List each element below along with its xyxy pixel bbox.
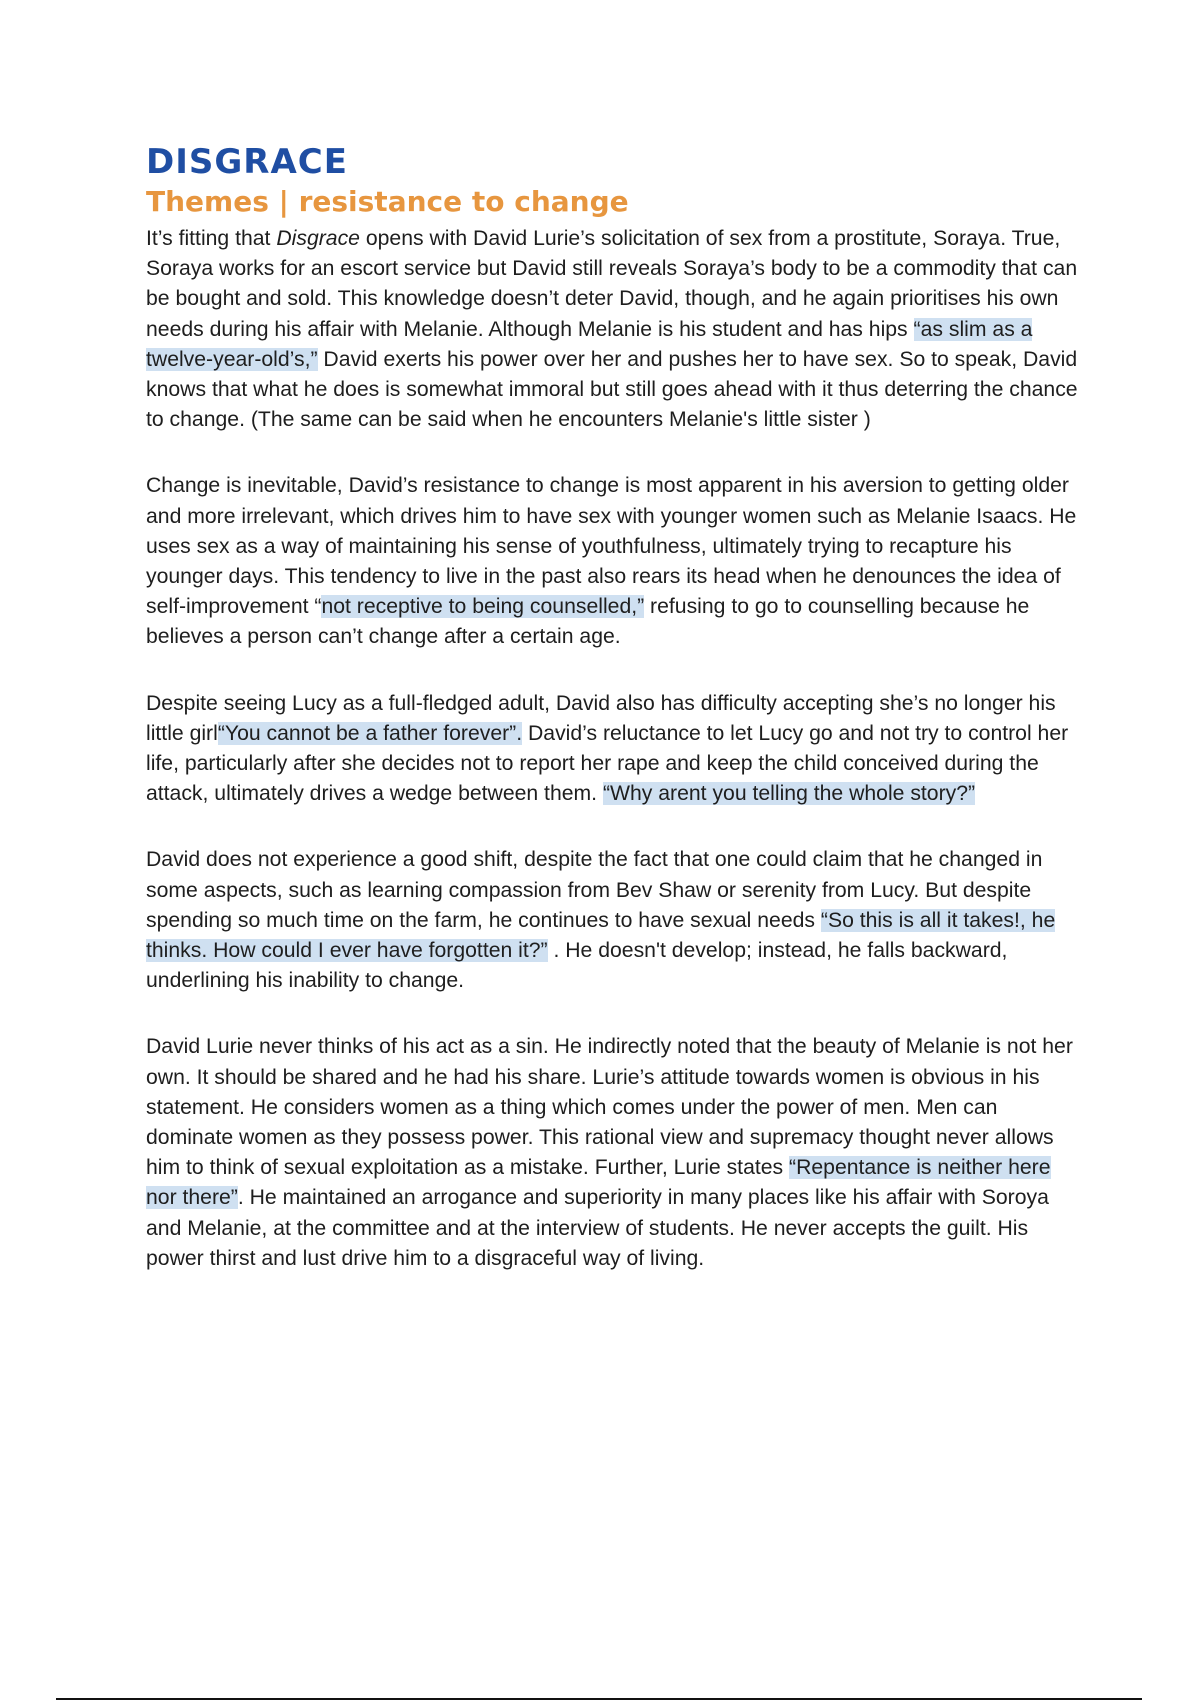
text-run: Change is inevitable, David’s resistance to change is most apparent in his aversion to getting older and more irrelevant, which drives him to have sex with younger women such as Melanie Isaacs. He uses sex as a way of maintaining his sense of youthfulness, ultimately trying to recapture his younger days. This tendency to live in the past also rears its head when he denounces the idea of self-improvement “ — [146, 474, 1077, 619]
text-run: . He doesn't develop; instead, he falls backward, underlining his inability to change. — [146, 939, 1008, 993]
text-run: Despite seeing Lucy as a full-fledged adult, David also has difficulty accepting she’s no longer his little girl — [146, 691, 1056, 745]
text-run: It’s fitting that — [146, 227, 277, 250]
paragraph-1 — [146, 224, 1086, 435]
highlighted-quote: “Why arent you telling the whole story?” — [602, 782, 976, 806]
text-run: opens with David Lurie’s solicitation of sex from a prostitute, Soraya. True, Soraya works for an escort service but David still reveals Soraya’s body to be a commodity that can be bought and sold. This knowledge doesn’t deter David, though, and he again prioritises his own needs during his affair with Melanie. Although Melanie is his student and has hips — [146, 227, 1078, 341]
highlighted-quote: “You cannot be a father forever”. — [217, 721, 523, 745]
paragraph-3 — [146, 689, 1086, 810]
document-page — [146, 142, 1086, 1310]
text-run: David Lurie never thinks of his act as a sin. He indirectly noted that the beauty of Melanie is not her own. It should be shared and he had his share. Lurie’s attitude towards women is obvious in his statement. He considers women as a thing which comes under the power of men. Men can dominate women as they possess power. This rational view and supremacy thought never allows him to think of sexual exploitation as a mistake. Further, Lurie states — [146, 1035, 1073, 1180]
italic-title: Disgrace — [276, 227, 360, 250]
paragraph-4 — [146, 845, 1086, 996]
text-run: David’s reluctance to let Lucy go and not try to control her life, particularly after she decides not to report her rape and keep the child conceived during the attack, ultimately drives a wedge between them. — [146, 721, 1069, 806]
text-run: David exerts his power over her and pushes her to have sex. So to speak, David knows that what he does is somewhat immoral but still goes ahead with it thus deterring the chance to change. (The same can be said when he encounters Melanie's little sister ) — [146, 347, 1078, 432]
text-run: . He maintained an arrogance and superiority in many places like his affair with Soroya and Melanie, at the committee and at the interview of students. He never accepts the guilt. His power thirst and lust drive him to a disgraceful way of living. — [146, 1186, 1049, 1270]
body-text — [146, 224, 1086, 1274]
document-subtitle: Themes | resistance to change — [146, 185, 629, 218]
paragraph-5 — [146, 1032, 1086, 1274]
highlighted-quote: “as slim as a twelve-year-old’s,” — [146, 317, 1033, 371]
paragraph-2 — [146, 471, 1086, 652]
document-title: DISGRACE — [146, 142, 348, 182]
text-run: refusing to go to counselling because he believes a person can’t change after a certain age. — [146, 595, 1030, 649]
highlighted-quote: “Repentance is neither here nor there” — [146, 1156, 1051, 1210]
text-run: David does not experience a good shift, despite the fact that one could claim that he changed in some aspects, such as learning compassion from Bev Shaw or serenity from Lucy. But despite spending so much time on the farm, he continues to have sexual needs — [146, 848, 1043, 932]
highlighted-quote: “So this is all it takes!, he thinks. How could I ever have forgotten it?” — [146, 908, 1056, 963]
highlighted-quote: not receptive to being counselled,” — [321, 595, 645, 619]
